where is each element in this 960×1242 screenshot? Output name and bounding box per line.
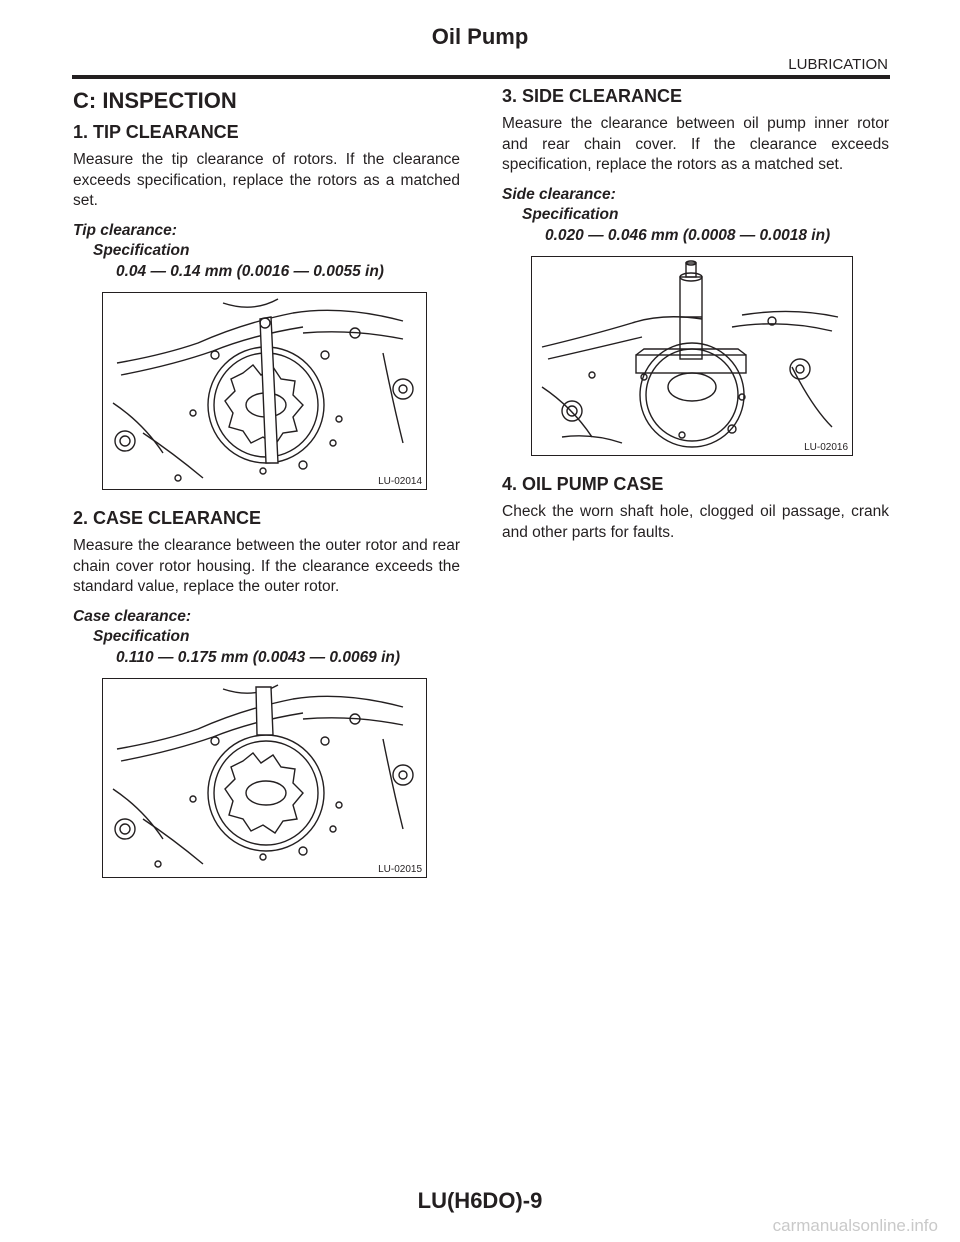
oil-pump-case-body: Check the worn shaft hole, clogged oil passage, crank and other parts for faults. [502,503,889,541]
case-figure-id: LU-02015 [378,864,422,875]
case-clearance-illustration [103,679,426,877]
section-label: LUBRICATION [788,56,888,73]
case-spec-label: Case clearance: [73,607,192,625]
tip-spec-label: Tip clearance: [73,221,177,239]
tip-spec-value: 0.04 — 0.14 mm (0.0016 — 0.0055 in) [116,262,384,280]
tip-figure-id: LU-02014 [378,476,422,487]
oil-pump-case-title: 4. OIL PUMP CASE [502,474,664,494]
case-spec-sub: Specification [93,628,190,645]
side-clearance-title: 3. SIDE CLEARANCE [502,86,683,106]
tip-clearance-spec [73,221,460,283]
case-clearance-figure [102,678,427,878]
side-spec-label: Side clearance: [502,185,616,203]
case-clearance-title: 2. CASE CLEARANCE [73,508,262,528]
side-clearance-body: Measure the clearance between oil pump inner rotor and rear chain cover. If the clearance exceeds specification, replace the rotors as a matched set. [502,115,889,173]
tip-clearance-figure [102,292,427,490]
inspection-heading: C: INSPECTION [73,88,237,113]
case-clearance-body: Measure the clearance between the outer rotor and rear chain cover rotor housing. If the clearance exceeds the standard value, replace the outer rotor. [73,537,460,595]
tip-clearance-illustration [103,293,426,489]
tip-clearance-title: 1. TIP CLEARANCE [73,122,239,142]
side-clearance-spec [502,185,889,247]
side-spec-value: 0.020 — 0.046 mm (0.0008 — 0.0018 in) [545,226,831,244]
watermark: carmanualsonline.info [772,1216,938,1235]
side-clearance-illustration [532,257,852,455]
page-title: Oil Pump [431,24,529,49]
case-clearance-spec [73,607,460,669]
right-column [502,86,889,552]
page-code: LU(H6DO)-9 [417,1188,543,1213]
header-rule [72,75,890,79]
tip-clearance-body: Measure the tip clearance of rotors. If the clearance exceeds specification, replace the rotors as a matched set. [73,151,460,209]
tip-spec-sub: Specification [93,242,190,259]
left-column [73,86,460,878]
side-spec-sub: Specification [522,206,619,223]
case-spec-value: 0.110 — 0.175 mm (0.0043 — 0.0069 in) [116,648,401,666]
side-figure-id: LU-02016 [804,442,848,453]
side-clearance-figure [531,256,853,456]
